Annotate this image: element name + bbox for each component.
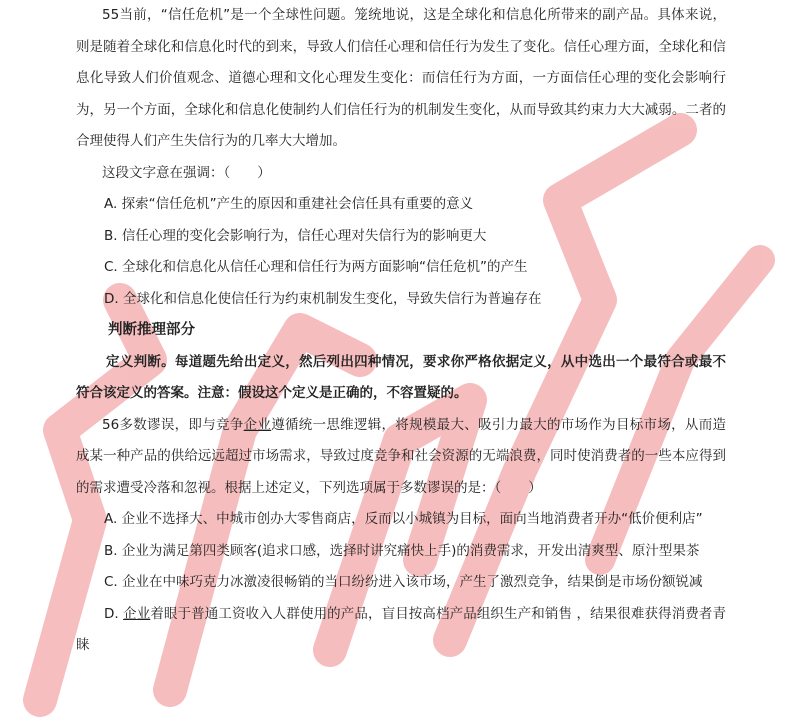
section-heading: 判断推理部分 — [108, 322, 195, 338]
q56-stem-start: 56多数谬误，即与竞争 — [102, 416, 244, 433]
q56-stem-rest: 遵循统一思维逻辑，将规模最大、吸引力最大的市场作为目标市场，从而造成某一种产品的供给远远超过市场需求，导致过度竞争和社会资源的无端浪费，同时使消费者的一些本应得到的需求遭受冷落和忽视。根据上述定义，下列选项属于多数谬误的是：（ ） — [76, 416, 727, 496]
q55-option-d[interactable]: D. 全球化和信息化使信任行为约束机制发生变化，导致失信行为普遍存在 — [104, 290, 542, 307]
q56-option-d-rest: 着眼于普通工资收入人群使用的产品，盲目按高档产品组织生产和销售 ，结果很难获得消费者青睐 — [76, 605, 727, 653]
q56-option-d-underlined: 企业 — [123, 605, 151, 622]
q55-question: 这段文字意在强调：（ ） — [102, 164, 271, 181]
q56-option-d[interactable] — [76, 599, 726, 662]
q56-option-b[interactable]: B. 企业为满足第四类顾客(追求口感，选择时讲究痛快上手)的消费需求，开发出清爽型、原汁型果茶 — [104, 542, 700, 559]
q55-option-b[interactable]: B. 信任心理的变化会影响行为，信任心理对失信行为的影响更大 — [104, 227, 487, 244]
q56-stem-underlined: 企业 — [243, 416, 272, 433]
q55-option-c[interactable]: C. 全球化和信息化从信任心理和信任行为两方面影响“信任危机”的产生 — [104, 259, 528, 275]
q56-option-a[interactable]: A. 企业不选择大、中城市创办大零售商店，反而以小城镇为目标，面向当地消费者开办“低价便利店” — [104, 511, 703, 527]
document-page — [76, 0, 726, 662]
q56-stem — [76, 410, 726, 505]
q55-option-a[interactable]: A. 探索“信任危机”产生的原因和重建社会信任具有重要的意义 — [104, 196, 474, 212]
q56-option-d-prefix: D. — [104, 605, 124, 622]
section-instruction: 定义判断。每道题先给出定义，然后列出四种情况，要求你严格依据定义，从中选出一个最符合或最不符合该定义的答案。注意：假设这个定义是正确的，不容置疑的。 — [76, 353, 726, 401]
q55-stem: 55当前，“信任危机”是一个全球性问题。笼统地说，这是全球化和信息化所带来的副产品。具体来说，则是随着全球化和信息化时代的到来，导致人们信任心理和信任行为发生了变化。信任心理方面，全球化和信息化导致人们价值观念、道德心理和文化心理发生变化：而信任行为方面，一方面信任心理的变化会影响行为，另一个方面，全球化和信息化使制约人们信任行为的机制发生变化，从而导致其约束力大大减弱。二者的合理使得人们产生失信行为的几率大大增加。 — [76, 7, 726, 149]
q56-option-c[interactable]: C. 企业在中味巧克力冰激凌很畅销的当口纷纷进入该市场，产生了激烈竞争，结果倒是市场份额锐减 — [104, 574, 703, 590]
